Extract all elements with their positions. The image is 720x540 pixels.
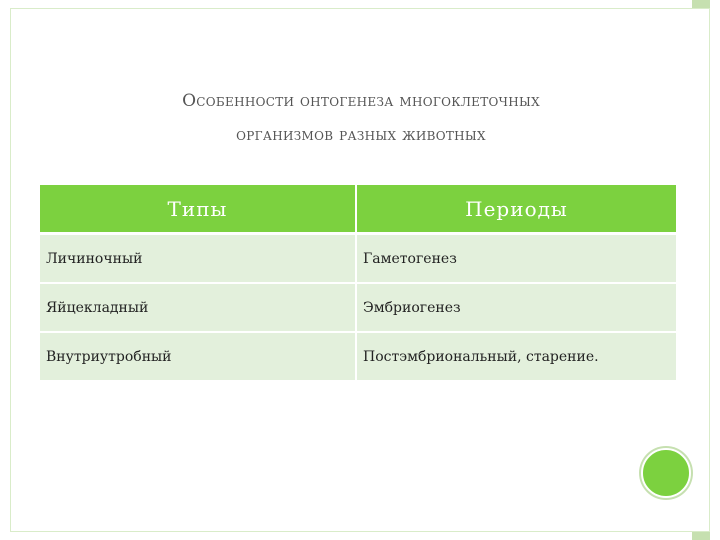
slide-title [11,81,711,149]
slide-title-line1: Особенности онтогенеза многоклеточных [182,91,540,111]
table-cell: Постэмбриональный, старение. [356,332,676,380]
table-cell: Яйцекладный [40,283,356,332]
decorative-circle [641,448,691,498]
slide-title-line2: организмов разных животных [236,125,486,145]
table-cell: Личиночный [40,234,356,284]
table-row [40,283,676,332]
table-cell: Гаметогенез [356,234,676,284]
table-cell: Внутриутробный [40,332,356,380]
column-header-periods: Периоды [356,185,676,234]
table-cell: Эмбриогенез [356,283,676,332]
column-header-types: Типы [40,185,356,234]
data-table [40,185,676,380]
table-row [40,234,676,284]
table-row [40,332,676,380]
table-header-row [40,185,676,234]
